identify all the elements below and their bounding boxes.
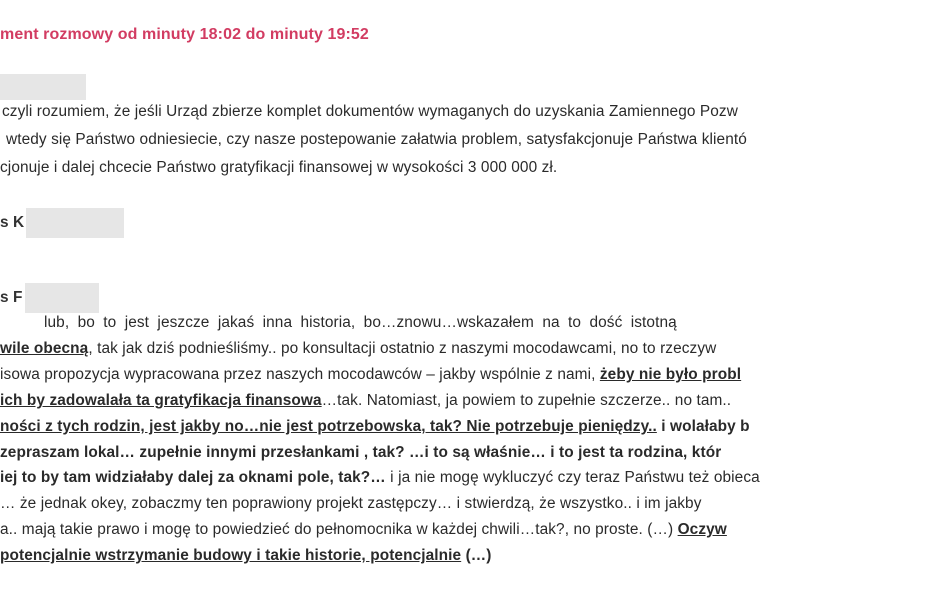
paragraph-2-line-4 bbox=[0, 392, 731, 410]
paragraph-1-line-2: wtedy się Państwo odniesiecie, czy nasze postepowanie załatwia problem, satysfakcjonuje Państwa klientó bbox=[6, 131, 747, 148]
paragraph-2-line-5 bbox=[0, 418, 750, 436]
emphasis-text: potencjalnie wstrzymanie budowy i takie historie, potencjalnie bbox=[0, 547, 462, 564]
emphasis-text: żeby nie było probl bbox=[599, 366, 742, 383]
emphasis-text: ności z tych rodzin, jest jakby no…nie jest potrzebowska, tak? Nie potrzebuje pieniędzy.. bbox=[0, 418, 657, 435]
emphasis-text: ich by zadowalała ta gratyfikacja finansowa bbox=[0, 392, 322, 409]
redacted-name bbox=[26, 208, 124, 238]
emphasis-text: Oczyw bbox=[677, 521, 727, 538]
paragraph-2-line-10 bbox=[0, 547, 492, 565]
paragraph-2-line-6: zepraszam lokal… zupełnie innymi przesłankami , tak? …i to są właśnie… i to jest ta rodzina, któr bbox=[0, 444, 722, 461]
paragraph-2-line-1: lub, bo to jest jeszcze jakaś inna historia, bo…znowu…wskazałem na to dość istotną bbox=[44, 314, 677, 331]
paragraph-1-line-3: cjonuje i dalej chcecie Państwo gratyfikacji finansowej w wysokości 3 000 000 zł. bbox=[0, 159, 558, 176]
speaker-f bbox=[0, 283, 99, 313]
speaker-f-label: s F bbox=[0, 289, 23, 307]
speaker-k bbox=[0, 208, 124, 238]
plain-text: isowa propozycja wypracowana przez naszych mocodawców – jakby wspólnie z nami, bbox=[0, 366, 600, 383]
plain-text: …tak. Natomiast, ja powiem to zupełnie szczerze.. no tam.. bbox=[321, 392, 732, 409]
paragraph-2-line-8: … że jednak okey, zobaczmy ten poprawiony projekt zastępczy… i stwierdzą, że wszystko.. i im jakby bbox=[0, 495, 702, 512]
paragraph-1-line-1: czyli rozumiem, że jeśli Urząd zbierze komplet dokumentów wymaganych do uzyskania Zamiennego Pozw bbox=[2, 103, 738, 120]
paragraph-2-line-3 bbox=[0, 366, 741, 384]
redacted-name bbox=[0, 74, 86, 100]
bold-text: i wolałaby b bbox=[656, 418, 750, 435]
plain-text: i ja nie mogę wykluczyć czy teraz Państwu też obieca bbox=[385, 469, 760, 486]
emphasis-text: wile obecną bbox=[0, 340, 89, 357]
paragraph-2-line-7 bbox=[0, 469, 760, 487]
redacted-name bbox=[25, 283, 99, 313]
document-title: ment rozmowy od minuty 18:02 do minuty 19:52 bbox=[0, 26, 369, 43]
paragraph-2-line-2 bbox=[0, 340, 716, 358]
paragraph-2-line-9 bbox=[0, 521, 727, 539]
plain-text: a.. mają takie prawo i mogę to powiedzieć do pełnomocnika w każdej chwili…tak?, no proste. (…) bbox=[0, 521, 678, 538]
plain-text: , tak jak dziś podnieśliśmy.. po konsultacji ostatnio z naszymi mocodawcami, no to rzeczyw bbox=[88, 340, 717, 357]
bold-text: iej to by tam widziałaby dalej za oknami pole, tak?… bbox=[0, 469, 386, 486]
bold-text: (…) bbox=[461, 547, 492, 564]
speaker-k-label: s K bbox=[0, 214, 25, 232]
